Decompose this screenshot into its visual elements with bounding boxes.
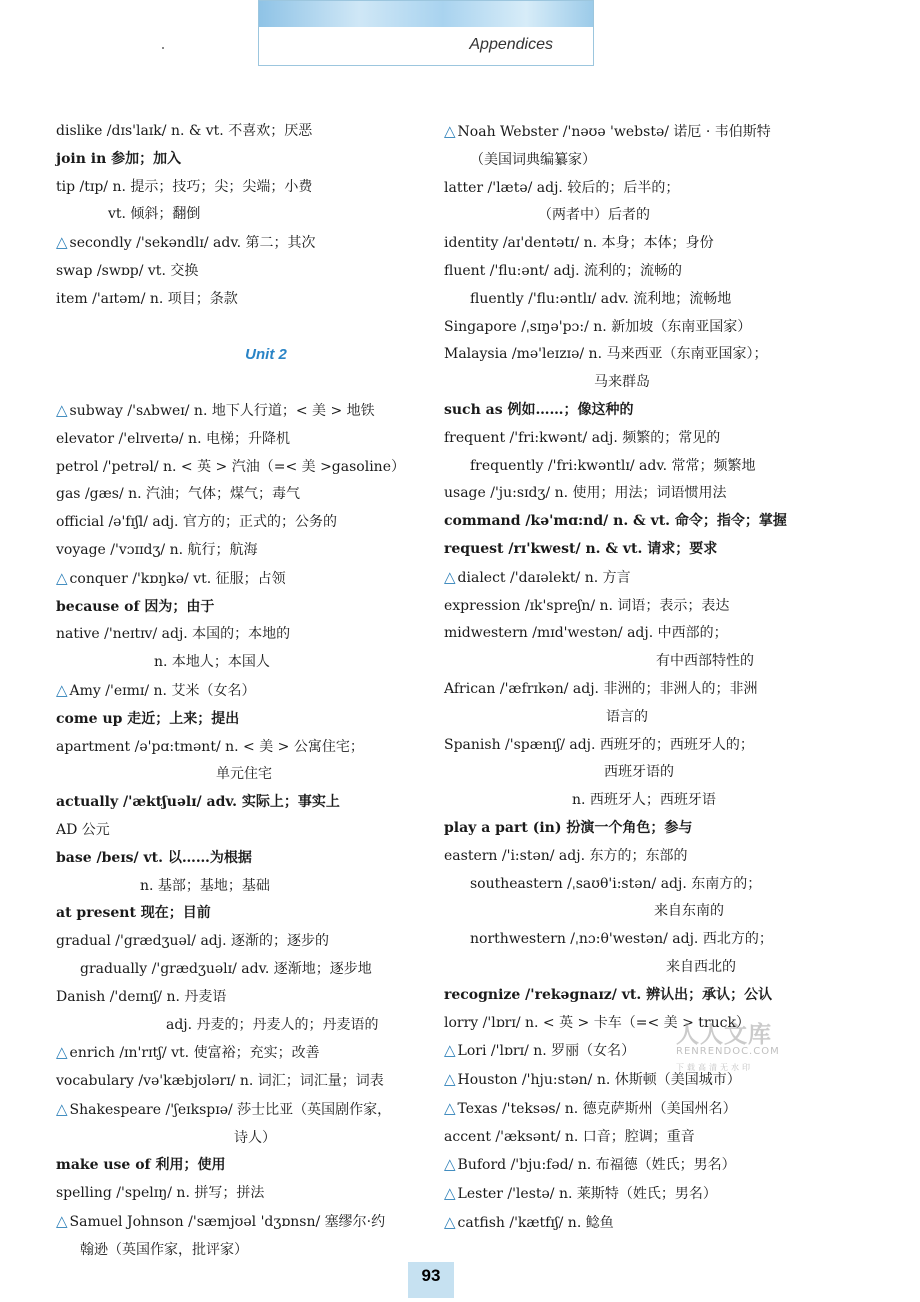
entry-text: play a part (in) 扮演一个角色；参与: [444, 819, 693, 836]
margin-dot: [162, 47, 164, 49]
entry-text: tip /tɪp/ n. 提示；技巧；尖；尖端；小费: [56, 178, 313, 195]
vocabulary-entry: [56, 397, 426, 426]
entry-text: Houston /'hju:stən/ n. 休斯顿（美国城市）: [457, 1072, 741, 1089]
entry-text: Samuel Johnson /'sæmjʊəl 'dʒɒnsn/ 塞缪尔·约: [69, 1214, 386, 1231]
triangle-marker-icon: △: [56, 1099, 68, 1118]
triangle-marker-icon: △: [56, 1043, 68, 1062]
right-vocabulary-column: [444, 118, 864, 1238]
left-vocabulary-column: [56, 118, 426, 1265]
entry-text: 诗人）: [234, 1129, 276, 1146]
entry-continuation: [444, 759, 864, 787]
vocabulary-entry: [444, 425, 864, 453]
triangle-marker-icon: △: [56, 233, 68, 252]
entry-text: Noah Webster /'nəʊə 'webstə/ 诺厄 · 韦伯斯特: [457, 124, 771, 140]
entry-text: gradual /'grædʒuəl/ adj. 逐渐的；逐步的: [56, 933, 329, 950]
entry-text: n. 基部；基地；基础: [140, 877, 270, 894]
vocabulary-entry: [56, 1096, 426, 1125]
vocabulary-entry: [56, 1039, 426, 1068]
entry-text: fluently /'flu:əntlɪ/ adv. 流利地；流畅地: [470, 290, 732, 307]
entry-text: voyage /'vɔɪɪdʒ/ n. 航行；航海: [56, 541, 258, 558]
triangle-marker-icon: △: [56, 1212, 68, 1231]
entry-text: actually /'æktʃuəlɪ/ adv. 实际上；事实上: [56, 794, 340, 811]
entry-text: AD 公元: [56, 821, 110, 838]
watermark-logo-text: 人人文库: [676, 1022, 772, 1048]
vocabulary-entry: [56, 789, 426, 817]
entry-text: expression /ɪk'spreʃn/ n. 词语；表示；表达: [444, 597, 730, 614]
entry-continuation: [444, 926, 864, 954]
vocabulary-entry: [56, 1180, 426, 1208]
vocabulary-entry: [444, 230, 864, 258]
entry-text: Spanish /'spænɪʃ/ adj. 西班牙的；西班牙人的；: [444, 736, 754, 753]
vocabulary-entry: [56, 817, 426, 845]
entry-text: vt. 倾斜；翻倒: [108, 206, 201, 223]
entry-continuation: [56, 201, 426, 229]
vocabulary-entry: [56, 229, 426, 258]
entry-text: African /'æfrɪkən/ adj. 非洲的；非洲人的；非洲: [444, 680, 758, 697]
header-banner: [258, 0, 594, 66]
entry-text: enrich /ɪn'rɪtʃ/ vt. 使富裕；充实；改善: [69, 1045, 320, 1062]
vocabulary-entry: [56, 677, 426, 706]
entry-text: 语言的: [606, 708, 648, 725]
entry-text: 有中西部特性的: [656, 653, 754, 670]
page-number: 93: [421, 1266, 441, 1285]
triangle-marker-icon: △: [56, 680, 68, 699]
entry-text: n. 本地人；本国人: [154, 654, 270, 671]
entry-text: eastern /'i:stən/ adj. 东方的；东部的: [444, 847, 688, 864]
vocabulary-entry: [444, 480, 864, 508]
vocabulary-entry: [56, 286, 426, 314]
spacer: [56, 369, 426, 397]
entry-continuation: [56, 1125, 426, 1153]
entry-text: vocabulary /və'kæbjʊlərɪ/ n. 词汇；词汇量；词表: [56, 1073, 384, 1090]
entry-text: come up 走近；上来；提出: [56, 710, 240, 727]
entry-text: item /'aɪtəm/ n. 项目；条款: [56, 290, 238, 307]
entry-text: base /beɪs/ vt. 以……为根据: [56, 849, 252, 866]
entry-text: usage /'ju:sɪdʒ/ n. 使用；用法；词语惯用法: [444, 485, 727, 502]
vocabulary-entry: [444, 732, 864, 760]
entry-text: swap /swɒp/ vt. 交换: [56, 262, 199, 279]
vocabulary-entry: [444, 1180, 864, 1209]
entry-text: catfish /'kætfɪʃ/ n. 鲶鱼: [457, 1215, 614, 1232]
entry-text: join in 参加；加入: [56, 150, 182, 167]
vocabulary-entry: [444, 1037, 864, 1066]
entry-text: dislike /dɪs'laɪk/ n. & vt. 不喜欢；厌恶: [56, 123, 313, 139]
vocabulary-entry: [56, 509, 426, 537]
entry-text: petrol /'petrəl/ n. < 英 > 汽油（=< 美 >gasoline）: [56, 458, 405, 475]
vocabulary-entry: [56, 594, 426, 622]
entry-continuation: [444, 202, 864, 230]
vocabulary-entry: [56, 621, 426, 649]
vocabulary-entry: [56, 928, 426, 956]
vocabulary-entry: [444, 1066, 864, 1095]
banner-decoration: [259, 1, 593, 27]
triangle-marker-icon: △: [444, 1041, 456, 1060]
vocabulary-entry: [444, 564, 864, 593]
entry-text: because of 因为；由于: [56, 598, 215, 615]
triangle-marker-icon: △: [444, 1070, 456, 1089]
entry-text: midwestern /mɪd'westən/ adj. 中西部的；: [444, 625, 728, 642]
vocabulary-entry: [56, 258, 426, 286]
entry-text: spelling /'spelɪŋ/ n. 拼写；拼法: [56, 1185, 265, 1202]
vocabulary-entry: [56, 537, 426, 565]
entry-continuation: [444, 286, 864, 314]
entry-text: （美国词典编纂家）: [470, 151, 596, 168]
entry-continuation: [444, 648, 864, 676]
entry-text: accent /'æksənt/ n. 口音；腔调；重音: [444, 1128, 695, 1145]
vocabulary-entry: [56, 174, 426, 202]
vocabulary-entry: [444, 1209, 864, 1238]
vocabulary-entry: [56, 426, 426, 454]
triangle-marker-icon: △: [444, 122, 456, 140]
entry-text: northwestern /ˌnɔ:θ'westən/ adj. 西北方的；: [470, 931, 773, 948]
entry-continuation: [444, 898, 864, 926]
vocabulary-entry: [444, 314, 864, 342]
entry-text: recognize /'rekəgnaɪz/ vt. 辨认出；承认；公认: [444, 986, 773, 1003]
entry-text: southeastern /ˌsaʊθ'i:stən/ adj. 东南方的；: [470, 875, 762, 892]
entry-text: frequent /'fri:kwənt/ adj. 频繁的；常见的: [444, 429, 721, 446]
triangle-marker-icon: △: [444, 1155, 456, 1174]
triangle-marker-icon: △: [56, 568, 68, 587]
watermark-slogan: 下载高清无水印: [676, 1063, 753, 1072]
entry-text: Amy /'eɪmɪ/ n. 艾米（女名）: [69, 682, 256, 699]
vocabulary-entry: [444, 1151, 864, 1180]
entry-text: 西班牙语的: [604, 764, 674, 781]
entry-text: n. 西班牙人；西班牙语: [572, 792, 716, 809]
vocabulary-entry: [444, 341, 864, 369]
vocabulary-entry: [56, 1068, 426, 1096]
vocabulary-entry: [444, 1010, 864, 1038]
vocabulary-entry: [444, 508, 864, 536]
vocabulary-entry: [56, 1152, 426, 1180]
entry-text: 来自西北的: [666, 958, 736, 975]
entry-continuation: [444, 787, 864, 815]
entry-text: frequently /'fri:kwəntlɪ/ adv. 常常；频繁地: [470, 457, 756, 474]
vocabulary-entry: [444, 593, 864, 621]
vocabulary-entry: [444, 536, 864, 564]
entry-continuation: [56, 1012, 426, 1040]
entry-text: adj. 丹麦的；丹麦人的；丹麦语的: [166, 1016, 379, 1033]
vocabulary-entry: [444, 258, 864, 286]
vocabulary-entry: [444, 982, 864, 1010]
triangle-marker-icon: △: [444, 1213, 456, 1232]
unit-heading: Unit 2: [245, 346, 287, 364]
vocabulary-entry: [56, 734, 426, 762]
entry-text: Singapore /ˌsɪŋə'pɔ:/ n. 新加坡（东南亚国家）: [444, 318, 752, 335]
vocabulary-entry: [444, 397, 864, 425]
entry-text: subway /'sʌbweɪ/ n. 地下人行道；< 美 > 地铁: [69, 402, 375, 419]
entry-text: 翰逊（英国作家，批评家）: [80, 1241, 248, 1258]
vocabulary-entry: [56, 984, 426, 1012]
entry-text: Shakespeare /'ʃeɪkspɪə/ 莎士比亚（英国剧作家，: [69, 1101, 392, 1118]
entry-text: apartment /ə'pɑ:tmənt/ n. < 美 > 公寓住宅；: [56, 738, 364, 755]
entry-text: Danish /'deɪnɪʃ/ n. 丹麦语: [56, 988, 227, 1005]
spacer: [56, 314, 426, 342]
entry-text: official /ə'fɪʃl/ adj. 官方的；正式的；公务的: [56, 514, 337, 531]
entry-text: Malaysia /mə'leɪzɪə/ n. 马来西亚（东南亚国家）；: [444, 346, 768, 363]
vocabulary-entry: [56, 565, 426, 594]
entry-continuation: [56, 1237, 426, 1265]
vocabulary-entry: [444, 815, 864, 843]
entry-text: at present 现在；目前: [56, 905, 211, 922]
entry-text: gas /gæs/ n. 汽油；气体；煤气；毒气: [56, 486, 301, 503]
vocabulary-entry: [56, 146, 426, 174]
entry-text: Lori /'lɒrɪ/ n. 罗丽（女名）: [457, 1043, 636, 1060]
entry-continuation: [56, 649, 426, 677]
entry-text: lorry /'lɒrɪ/ n. < 英 > 卡车（=< 美 > truck）: [444, 1014, 750, 1031]
page-header-title: Appendices: [469, 36, 553, 53]
vocabulary-entry: [56, 706, 426, 734]
entry-text: native /'neɪtɪv/ adj. 本国的；本地的: [56, 626, 291, 643]
entry-continuation: [56, 873, 426, 901]
entry-text: request /rɪ'kwest/ n. & vt. 请求；要求: [444, 540, 718, 557]
entry-text: secondly /'sekəndlɪ/ adv. 第二；其次: [69, 235, 316, 252]
vocabulary-entry: [444, 1095, 864, 1124]
vocabulary-entry: [444, 620, 864, 648]
entry-text: 来自东南的: [654, 903, 724, 920]
vocabulary-entry: [56, 454, 426, 482]
entry-text: gradually /'grædʒuəlɪ/ adv. 逐渐地；逐步地: [80, 960, 372, 977]
entry-continuation: [56, 761, 426, 789]
entry-continuation: [444, 147, 864, 175]
vocabulary-entry: [56, 1208, 426, 1237]
entry-continuation: [444, 954, 864, 982]
entry-continuation: [444, 871, 864, 899]
entry-text: conquer /'kɒŋkə/ vt. 征服；占领: [69, 570, 286, 587]
entry-text: Texas /'teksəs/ n. 德克萨斯州（美国州名）: [457, 1100, 737, 1117]
triangle-marker-icon: △: [444, 567, 456, 586]
entry-text: elevator /'elɪveɪtə/ n. 电梯；升降机: [56, 430, 290, 447]
entry-text: identity /aɪ'dentətɪ/ n. 本身；本体；身份: [444, 235, 714, 252]
vocabulary-entry: [444, 175, 864, 203]
entry-continuation: [444, 704, 864, 732]
triangle-marker-icon: △: [56, 400, 68, 419]
vocabulary-entry: [444, 118, 864, 147]
vocabulary-entry: [56, 900, 426, 928]
entry-text: make use of 利用；使用: [56, 1157, 226, 1174]
entry-text: （两者中）后者的: [538, 207, 650, 224]
entry-text: Buford /'bju:fəd/ n. 布福德（姓氏；男名）: [457, 1157, 736, 1174]
entry-text: Lester /'lestə/ n. 莱斯特（姓氏；男名）: [457, 1186, 717, 1203]
vocabulary-entry: [56, 481, 426, 509]
entry-text: such as 例如……；像这种的: [444, 401, 634, 418]
vocabulary-entry: [56, 118, 426, 146]
vocabulary-entry: [444, 676, 864, 704]
entry-continuation: [56, 956, 426, 984]
entry-text: dialect /'daɪəlekt/ n. 方言: [457, 569, 631, 586]
vocabulary-entry: [56, 845, 426, 873]
vocabulary-entry: [444, 843, 864, 871]
entry-text: 单元住宅: [216, 766, 272, 783]
vocabulary-entry: [444, 1124, 864, 1152]
entry-text: fluent /'flu:ənt/ adj. 流利的；流畅的: [444, 262, 683, 279]
entry-continuation: [444, 453, 864, 481]
triangle-marker-icon: △: [444, 1098, 456, 1117]
watermark-site: RENRENDOC.COM: [676, 1046, 780, 1057]
entry-text: command /kə'mɑ:nd/ n. & vt. 命令；指令；掌握: [444, 513, 787, 530]
entry-continuation: [444, 369, 864, 397]
entry-text: latter /'lætə/ adj. 较后的；后半的；: [444, 179, 680, 196]
entry-text: 马来群岛: [594, 374, 650, 391]
triangle-marker-icon: △: [444, 1184, 456, 1203]
